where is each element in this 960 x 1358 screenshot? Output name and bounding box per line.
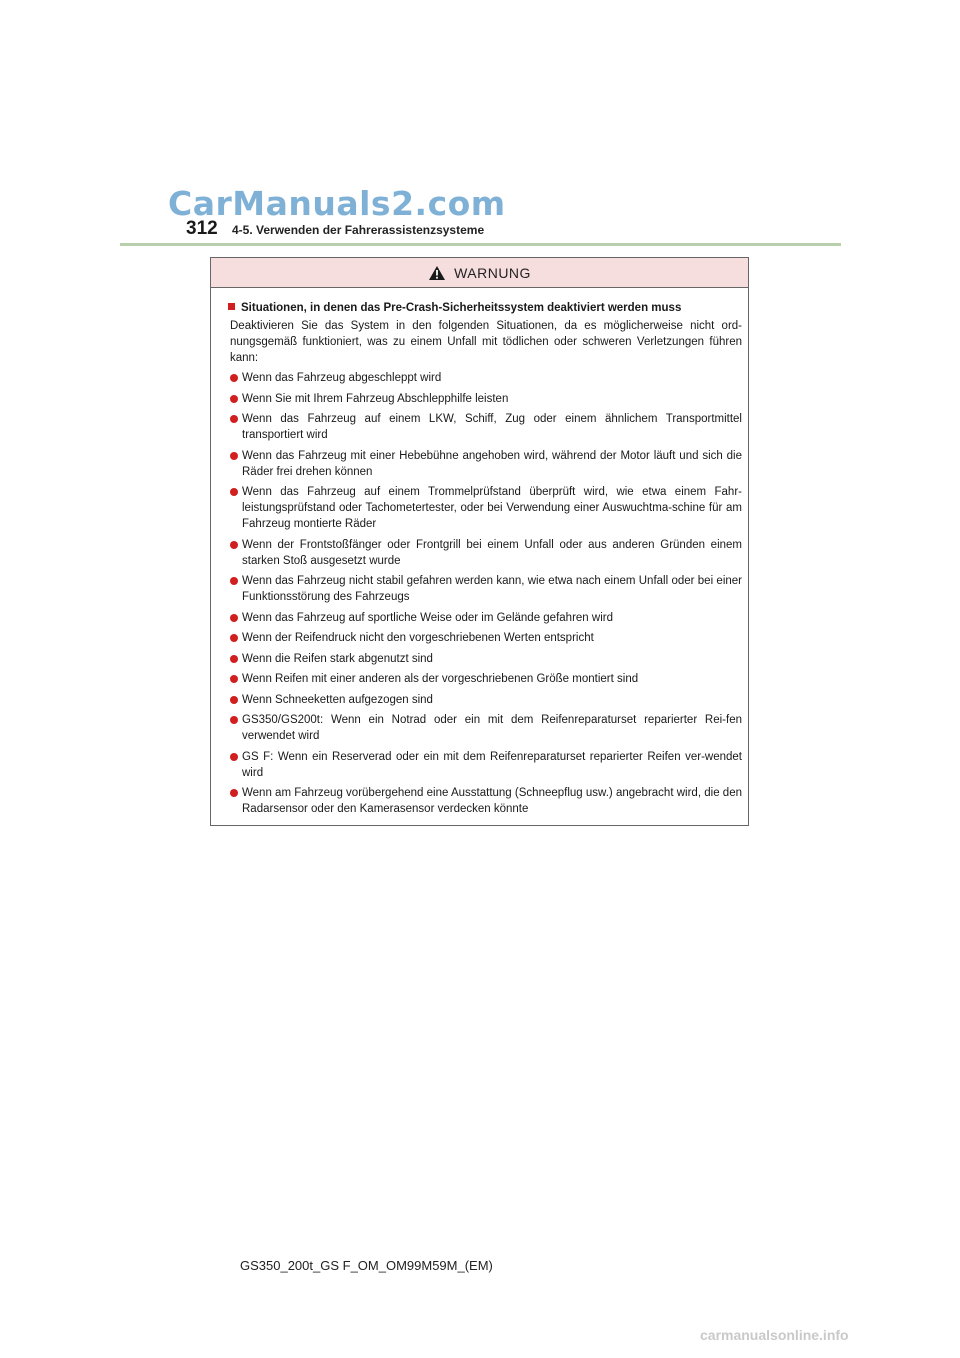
footer-doc-code: GS350_200t_GS F_OM_OM99M59M_(EM)	[240, 1258, 493, 1273]
list-item-text: Wenn Schneeketten aufgezogen sind	[242, 693, 433, 706]
red-bullet-icon	[230, 577, 238, 585]
list-item	[228, 411, 742, 443]
list-item	[228, 671, 742, 687]
list-item	[228, 391, 742, 407]
red-bullet-icon	[230, 614, 238, 622]
warning-heading	[228, 302, 742, 314]
warning-intro: Deaktivieren Sie das System in den folgenden Situationen, da es möglicherweise nicht ord-nungsgemäß funktioniert, was zu einem Unfall mit tödlichen oder schweren Verletzungen führen kann:	[230, 320, 742, 364]
list-item-text: GS350/GS200t: Wenn ein Notrad oder ein mit dem Reifenreparaturset reparierter Rei-fen verwendet wird	[242, 714, 742, 742]
warning-body	[211, 288, 748, 817]
list-item-text: Wenn das Fahrzeug abgeschleppt wird	[242, 372, 442, 384]
warning-heading-text: Situationen, in denen das Pre-Crash-Sicherheitssystem deaktiviert werden muss	[241, 302, 682, 314]
warning-box	[210, 257, 749, 826]
list-item-text: Wenn am Fahrzeug vorübergehend eine Ausstattung (Schneepflug usw.) angebracht wird, die den Radarsensor oder den Kamerasensor verdecken könnte	[242, 787, 742, 815]
warning-list	[228, 370, 742, 817]
red-bullet-icon	[230, 395, 238, 403]
red-bullet-icon	[230, 675, 238, 683]
list-item-text: Wenn das Fahrzeug auf sportliche Weise oder im Gelände gefahren wird	[242, 611, 613, 624]
chapter-title: 4-5. Verwenden der Fahrerassistenzsysteme	[232, 223, 485, 237]
list-item-text: Wenn das Fahrzeug auf einem Trommelprüfstand überprüft wird, wie etwa einem Fahr-leistungsprüfstand oder Tachometertester, oder bei Verwendung einer Auswuchtma-schine für am Fahrzeug montierte Räder	[242, 486, 742, 530]
warning-triangle-icon	[428, 265, 446, 281]
red-bullet-icon	[230, 655, 238, 663]
list-item-text: Wenn das Fahrzeug auf einem LKW, Schiff, Zug oder einem ähnlichem Transportmittel transportiert wird	[242, 413, 742, 441]
red-square-icon	[228, 303, 235, 310]
list-item	[228, 651, 742, 667]
page-number: 312	[186, 218, 218, 239]
list-item	[228, 785, 742, 817]
red-bullet-icon	[230, 634, 238, 642]
list-item	[228, 610, 742, 626]
header-rule	[120, 243, 841, 246]
red-bullet-icon	[230, 696, 238, 704]
list-item	[228, 484, 742, 532]
list-item-text: GS F: Wenn ein Reserverad oder ein mit dem Reifenreparaturset reparierter Reifen ver-wendet wird	[242, 750, 742, 779]
list-item	[228, 712, 742, 744]
watermark-logo-top: CarManuals2.com	[168, 184, 506, 223]
watermark-bottom: carmanualsonline.info	[700, 1327, 849, 1343]
red-bullet-icon	[230, 452, 238, 460]
list-item	[228, 749, 742, 781]
list-item-text: Wenn Reifen mit einer anderen als der vorgeschriebenen Größe montiert sind	[242, 673, 639, 685]
red-bullet-icon	[230, 488, 238, 496]
list-item-text: Wenn Sie mit Ihrem Fahrzeug Abschlepphilfe leisten	[242, 392, 509, 405]
red-bullet-icon	[230, 753, 238, 761]
list-item	[228, 573, 742, 605]
warning-title: WARNUNG	[454, 264, 531, 281]
red-bullet-icon	[230, 374, 238, 382]
list-item-text: Wenn der Frontstoßfänger oder Frontgrill bei einem Unfall oder aus anderen Gründen einem starken Stoß ausgesetzt wurde	[242, 538, 742, 567]
red-bullet-icon	[230, 541, 238, 549]
red-bullet-icon	[230, 716, 238, 724]
list-item	[228, 692, 742, 708]
red-bullet-icon	[230, 789, 238, 797]
warning-header	[211, 258, 748, 288]
list-item	[228, 370, 742, 386]
list-item-text: Wenn der Reifendruck nicht den vorgeschriebenen Werten entspricht	[242, 632, 594, 644]
list-item	[228, 630, 742, 646]
red-bullet-icon	[230, 415, 238, 423]
list-item-text: Wenn die Reifen stark abgenutzt sind	[242, 652, 433, 665]
list-item	[228, 448, 742, 480]
list-item	[228, 537, 742, 569]
list-item-text: Wenn das Fahrzeug mit einer Hebebühne angehoben wird, während der Motor läuft und sich die Räder frei drehen können	[242, 449, 742, 478]
list-item-text: Wenn das Fahrzeug nicht stabil gefahren werden kann, wie etwa nach einem Unfall oder bei einer Funktionsstörung des Fahrzeugs	[242, 575, 742, 603]
